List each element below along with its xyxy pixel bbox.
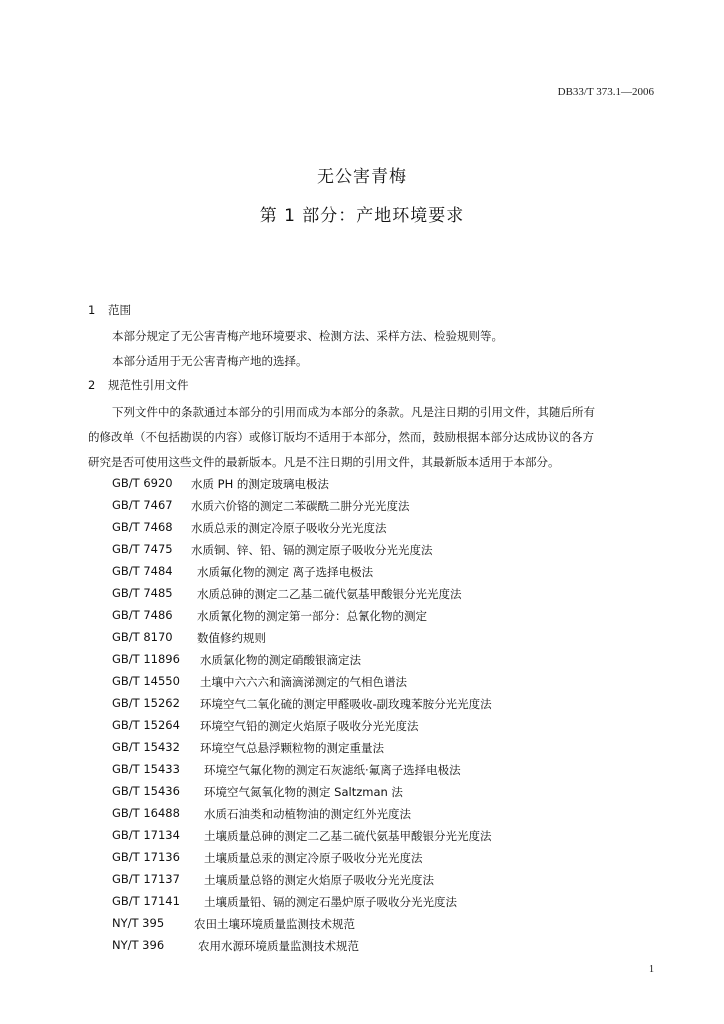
reference-code: GB/T 17134 [112, 828, 180, 842]
paragraph-line: 下列文件中的条款通过本部分的引用而成为本部分的条款。凡是注日期的引用文件，其随后所有 [112, 405, 595, 419]
section-heading-scope [88, 302, 131, 318]
paragraph-line: 的修改单（不包括勘误的内容）或修订版均不适用于本部分，然而，鼓励根据本部分达成协议的各方 [88, 430, 594, 444]
reference-code: GB/T 17141 [112, 894, 180, 908]
reference-title: 土壤质量铅、镉的测定石墨炉原子吸收分光光度法 [204, 895, 457, 909]
document-subtitle: 第 1 部分：产地环境要求 [259, 206, 465, 226]
section-heading-normative-references [88, 377, 189, 393]
reference-item [112, 938, 359, 953]
reference-title: 水质石油类和动植物油的测定红外光度法 [204, 807, 411, 821]
reference-title: 环境空气氟化物的测定石灰滤纸·氟离子选择电极法 [204, 763, 461, 777]
reference-title: 环境空气二氧化硫的测定甲醛吸收-副玫瑰苯胺分光光度法 [200, 697, 492, 711]
section-title: 规范性引用文件 [108, 378, 189, 392]
reference-title: 水质总砷的测定二乙基二硫代氨基甲酸银分光光度法 [197, 587, 462, 601]
reference-title: 土壤中六六六和滴滴涕测定的气相色谱法 [200, 675, 407, 689]
reference-item [112, 520, 387, 535]
reference-item [112, 608, 427, 623]
reference-item [112, 696, 492, 711]
section-number: 1 [88, 303, 96, 317]
reference-item [112, 476, 329, 491]
reference-code: GB/T 15264 [112, 718, 180, 732]
reference-item [112, 872, 434, 887]
reference-code: GB/T 14550 [112, 674, 180, 688]
reference-item [112, 916, 355, 931]
reference-title: 环境空气铅的测定火焰原子吸收分光光度法 [200, 719, 419, 733]
reference-item [112, 828, 492, 843]
reference-item [112, 762, 461, 777]
reference-item [112, 586, 462, 601]
reference-item [112, 740, 384, 755]
reference-code: GB/T 7475 [112, 542, 173, 556]
reference-code: NY/T 395 [112, 916, 165, 930]
reference-code: GB/T 7467 [112, 498, 173, 512]
reference-item [112, 850, 423, 865]
reference-item [112, 674, 407, 689]
reference-title: 水质铜、锌、铅、镉的测定原子吸收分光光度法 [191, 543, 433, 557]
reference-title: 农田土壤环境质量监测技术规范 [194, 917, 355, 931]
reference-title: 水质氯化物的测定硝酸银滴定法 [200, 653, 361, 667]
reference-title: 土壤质量总汞的测定冷原子吸收分光光度法 [204, 851, 423, 865]
reference-title: 水质 PH 的测定玻璃电极法 [191, 477, 329, 491]
reference-code: GB/T 15433 [112, 762, 180, 776]
reference-item [112, 498, 410, 513]
section-number: 2 [88, 378, 96, 392]
reference-item [112, 542, 433, 557]
paragraph: 本部分规定了无公害青梅产地环境要求、检测方法、采样方法、检验规则等。 [112, 329, 503, 343]
reference-code: GB/T 17136 [112, 850, 180, 864]
reference-item [112, 630, 266, 645]
reference-title: 环境空气总悬浮颗粒物的测定重量法 [200, 741, 384, 755]
reference-code: GB/T 11896 [112, 652, 180, 666]
reference-code: GB/T 7486 [112, 608, 173, 622]
reference-item [112, 652, 361, 667]
reference-item [112, 718, 419, 733]
reference-code: GB/T 7485 [112, 586, 173, 600]
section-title: 范围 [108, 303, 131, 317]
reference-title: 土壤质量总砷的测定二乙基二硫代氨基甲酸银分光光度法 [204, 829, 492, 843]
reference-code: GB/T 7468 [112, 520, 173, 534]
reference-title: 水质氟化物的测定 离子选择电极法 [197, 565, 374, 579]
paragraph: 本部分适用于无公害青梅产地的选择。 [112, 354, 308, 368]
reference-title: 土壤质量总铬的测定火焰原子吸收分光光度法 [204, 873, 434, 887]
page-number: 1 [649, 964, 654, 975]
reference-title: 农用水源环境质量监测技术规范 [198, 939, 359, 953]
reference-item [112, 806, 411, 821]
reference-code: GB/T 8170 [112, 630, 173, 644]
reference-code: GB/T 15432 [112, 740, 180, 754]
reference-code: GB/T 16488 [112, 806, 180, 820]
document-title: 无公害青梅 [317, 167, 407, 187]
reference-code: NY/T 396 [112, 938, 165, 952]
reference-code: GB/T 15262 [112, 696, 180, 710]
reference-title: 环境空气氮氧化物的测定 Saltzman 法 [204, 785, 403, 799]
reference-code: GB/T 6920 [112, 476, 173, 490]
reference-code: GB/T 7484 [112, 564, 173, 578]
reference-item [112, 784, 403, 799]
reference-title: 水质六价铬的测定二苯碳酰二肼分光光度法 [191, 499, 410, 513]
document-code: DB33/T 373.1—2006 [557, 86, 654, 98]
reference-item [112, 894, 457, 909]
reference-title: 水质氰化物的测定第一部分：总氰化物的测定 [197, 609, 427, 623]
paragraph-line: 研究是否可使用这些文件的最新版本。凡是不注日期的引用文件，其最新版本适用于本部分。 [88, 455, 560, 469]
reference-code: GB/T 15436 [112, 784, 180, 798]
reference-title: 水质总汞的测定冷原子吸收分光光度法 [191, 521, 387, 535]
reference-code: GB/T 17137 [112, 872, 180, 886]
reference-title: 数值修约规则 [197, 631, 266, 645]
reference-item [112, 564, 374, 579]
